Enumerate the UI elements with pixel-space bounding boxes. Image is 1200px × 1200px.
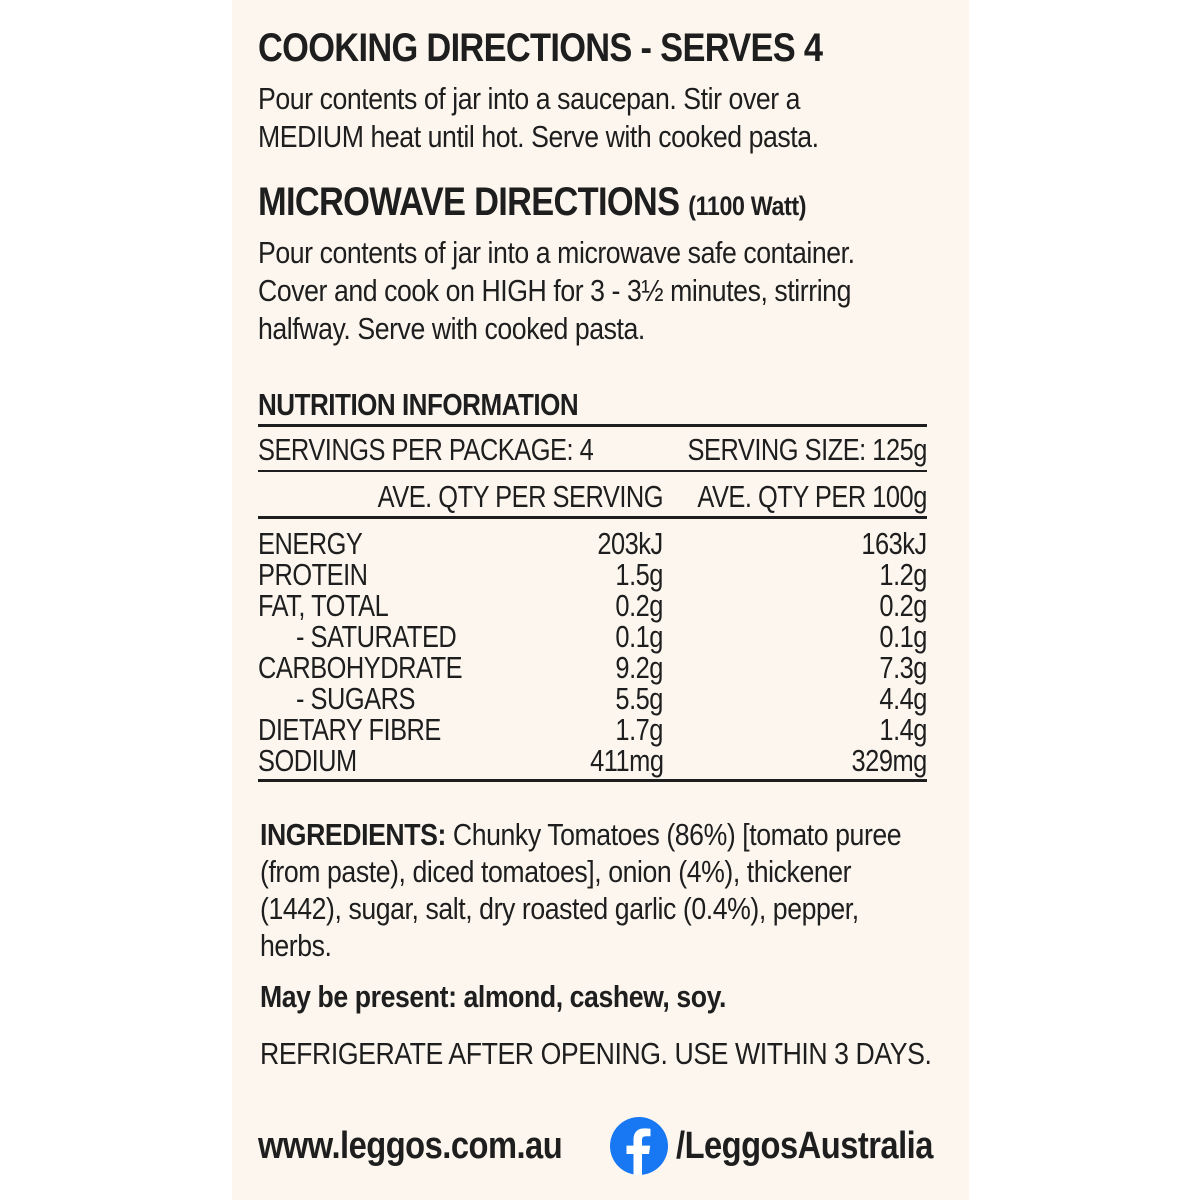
cooking-directions-line-1: Pour contents of jar into a saucepan. Stir over a — [258, 81, 801, 116]
nutrient-per-serving: 0.1g — [615, 619, 663, 654]
nutrition-title: NUTRITION INFORMATION — [258, 387, 579, 422]
ingredients-text-1: Chunky Tomatoes (86%) [tomato puree — [452, 817, 902, 852]
nutrition-bottom-rule — [258, 779, 927, 782]
nutrient-per-serving: 5.5g — [615, 681, 663, 716]
ingredients-line-2: (from paste), diced tomatoes], onion (4%), thickener — [260, 854, 852, 889]
ingredients-line-4: herbs. — [260, 928, 332, 963]
ingredients-line-1 — [260, 816, 901, 853]
serving-size: SERVING SIZE: 125g — [687, 432, 927, 467]
nutrient-per-serving: 9.2g — [615, 650, 663, 685]
storage-instructions: REFRIGERATE AFTER OPENING. USE WITHIN 3 DAYS. — [260, 1036, 932, 1071]
nutrient-label: - SATURATED — [296, 619, 457, 654]
nutrient-label: - SUGARS — [296, 681, 415, 716]
nutrient-per-serving: 0.2g — [615, 588, 663, 623]
nutrition-header-rule — [258, 470, 927, 472]
nutrient-per-serving: 203kJ — [597, 526, 663, 561]
nutrient-per-100g: 0.2g — [879, 588, 927, 623]
facebook-icon-glyph — [610, 1117, 668, 1175]
cooking-directions-title: COOKING DIRECTIONS - SERVES 4 — [258, 26, 823, 70]
nutrient-per-100g: 4.4g — [879, 681, 927, 716]
microwave-directions-title-main: MICROWAVE DIRECTIONS — [258, 180, 680, 224]
microwave-directions-line-1: Pour contents of jar into a microwave safe container. — [258, 235, 855, 270]
nutrient-label: CARBOHYDRATE — [258, 650, 463, 685]
ingredients-line-3: (1442), sugar, salt, dry roasted garlic (0.4%), pepper, — [260, 891, 859, 926]
nutrient-label: ENERGY — [258, 526, 363, 561]
nutrient-per-100g: 1.4g — [879, 712, 927, 747]
microwave-wattage: (1100 Watt) — [688, 191, 807, 221]
column-header-per-100g: AVE. QTY PER 100g — [697, 479, 927, 514]
microwave-directions-line-2: Cover and cook on HIGH for 3 - 3½ minutes, stirring — [258, 273, 851, 308]
microwave-directions-title — [258, 180, 806, 225]
nutrition-columns-rule — [258, 516, 927, 519]
nutrient-per-serving: 1.7g — [615, 712, 663, 747]
nutrient-per-100g: 7.3g — [879, 650, 927, 685]
nutrient-per-serving: 411mg — [589, 743, 663, 778]
nutrient-per-100g: 1.2g — [879, 557, 927, 592]
nutrient-label: DIETARY FIBRE — [258, 712, 441, 747]
nutrient-label: PROTEIN — [258, 557, 368, 592]
ingredients-label: INGREDIENTS: — [260, 817, 446, 852]
nutrient-label: FAT, TOTAL — [258, 588, 389, 623]
nutrient-per-100g: 0.1g — [879, 619, 927, 654]
facebook-handle[interactable]: /LeggosAustralia — [676, 1125, 933, 1167]
cooking-directions-line-2: MEDIUM heat until hot. Serve with cooked pasta. — [258, 119, 819, 154]
nutrient-label: SODIUM — [258, 743, 357, 778]
nutrient-per-100g: 329mg — [851, 743, 927, 778]
allergen-statement: May be present: almond, cashew, soy. — [260, 979, 727, 1014]
microwave-directions-line-3: halfway. Serve with cooked pasta. — [258, 311, 645, 346]
facebook-icon[interactable] — [610, 1117, 668, 1175]
nutrition-top-rule — [258, 424, 927, 427]
nutrient-per-100g: 163kJ — [861, 526, 927, 561]
servings-per-package: SERVINGS PER PACKAGE: 4 — [258, 432, 594, 467]
nutrient-per-serving: 1.5g — [615, 557, 663, 592]
website-link[interactable]: www.leggos.com.au — [258, 1125, 563, 1167]
column-header-per-serving: AVE. QTY PER SERVING — [377, 479, 663, 514]
